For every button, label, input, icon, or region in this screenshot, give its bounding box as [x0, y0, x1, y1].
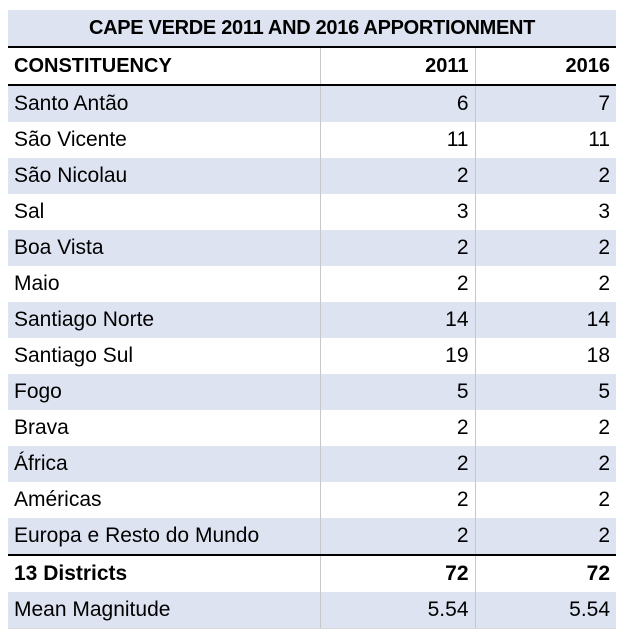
table-row: [8, 158, 616, 194]
constituency-name: Boa Vista: [8, 230, 320, 266]
constituency-name: Brava: [8, 410, 320, 446]
table-row: [8, 85, 616, 122]
table-row: [8, 194, 616, 230]
seats-2016: 14: [475, 302, 616, 338]
mean-label: Mean Magnitude: [8, 592, 320, 629]
table-row: [8, 446, 616, 482]
table-title: CAPE VERDE 2011 AND 2016 APPORTIONMENT: [8, 10, 616, 47]
seats-2016: 7: [475, 85, 616, 122]
table-row: [8, 482, 616, 518]
total-row: [8, 555, 616, 592]
constituency-name: Sal: [8, 194, 320, 230]
apportionment-table-container: [8, 10, 616, 629]
apportionment-table: [8, 10, 616, 629]
header-constituency: CONSTITUENCY: [8, 47, 320, 85]
seats-2016: 2: [475, 482, 616, 518]
table-title-row: [8, 10, 616, 47]
table-row: [8, 230, 616, 266]
table-row: [8, 302, 616, 338]
seats-2011: 2: [320, 446, 475, 482]
seats-2016: 2: [475, 518, 616, 555]
constituency-name: África: [8, 446, 320, 482]
seats-2011: 2: [320, 518, 475, 555]
table-header-row: [8, 47, 616, 85]
seats-2016: 18: [475, 338, 616, 374]
table-row: [8, 374, 616, 410]
seats-2011: 6: [320, 85, 475, 122]
seats-2011: 2: [320, 158, 475, 194]
seats-2011: 2: [320, 410, 475, 446]
header-2011: 2011: [320, 47, 475, 85]
seats-2011: 19: [320, 338, 475, 374]
seats-2011: 3: [320, 194, 475, 230]
constituency-name: Santiago Norte: [8, 302, 320, 338]
seats-2016: 2: [475, 230, 616, 266]
constituency-name: Santiago Sul: [8, 338, 320, 374]
seats-2016: 3: [475, 194, 616, 230]
header-2016: 2016: [475, 47, 616, 85]
constituency-name: Maio: [8, 266, 320, 302]
mean-2011: 5.54: [320, 592, 475, 629]
seats-2016: 5: [475, 374, 616, 410]
table-row: [8, 410, 616, 446]
total-2011: 72: [320, 555, 475, 592]
seats-2016: 2: [475, 158, 616, 194]
seats-2016: 2: [475, 266, 616, 302]
seats-2011: 5: [320, 374, 475, 410]
seats-2011: 2: [320, 482, 475, 518]
mean-2016: 5.54: [475, 592, 616, 629]
mean-magnitude-row: [8, 592, 616, 629]
constituency-name: Europa e Resto do Mundo: [8, 518, 320, 555]
table-row: [8, 338, 616, 374]
constituency-name: Américas: [8, 482, 320, 518]
table-row: [8, 122, 616, 158]
table-row: [8, 266, 616, 302]
seats-2011: 14: [320, 302, 475, 338]
seats-2011: 11: [320, 122, 475, 158]
seats-2016: 11: [475, 122, 616, 158]
constituency-name: Fogo: [8, 374, 320, 410]
constituency-name: Santo Antão: [8, 85, 320, 122]
seats-2011: 2: [320, 230, 475, 266]
seats-2016: 2: [475, 446, 616, 482]
seats-2011: 2: [320, 266, 475, 302]
seats-2016: 2: [475, 410, 616, 446]
constituency-name: São Vicente: [8, 122, 320, 158]
total-label: 13 Districts: [8, 555, 320, 592]
total-2016: 72: [475, 555, 616, 592]
constituency-name: São Nicolau: [8, 158, 320, 194]
table-row: [8, 518, 616, 555]
